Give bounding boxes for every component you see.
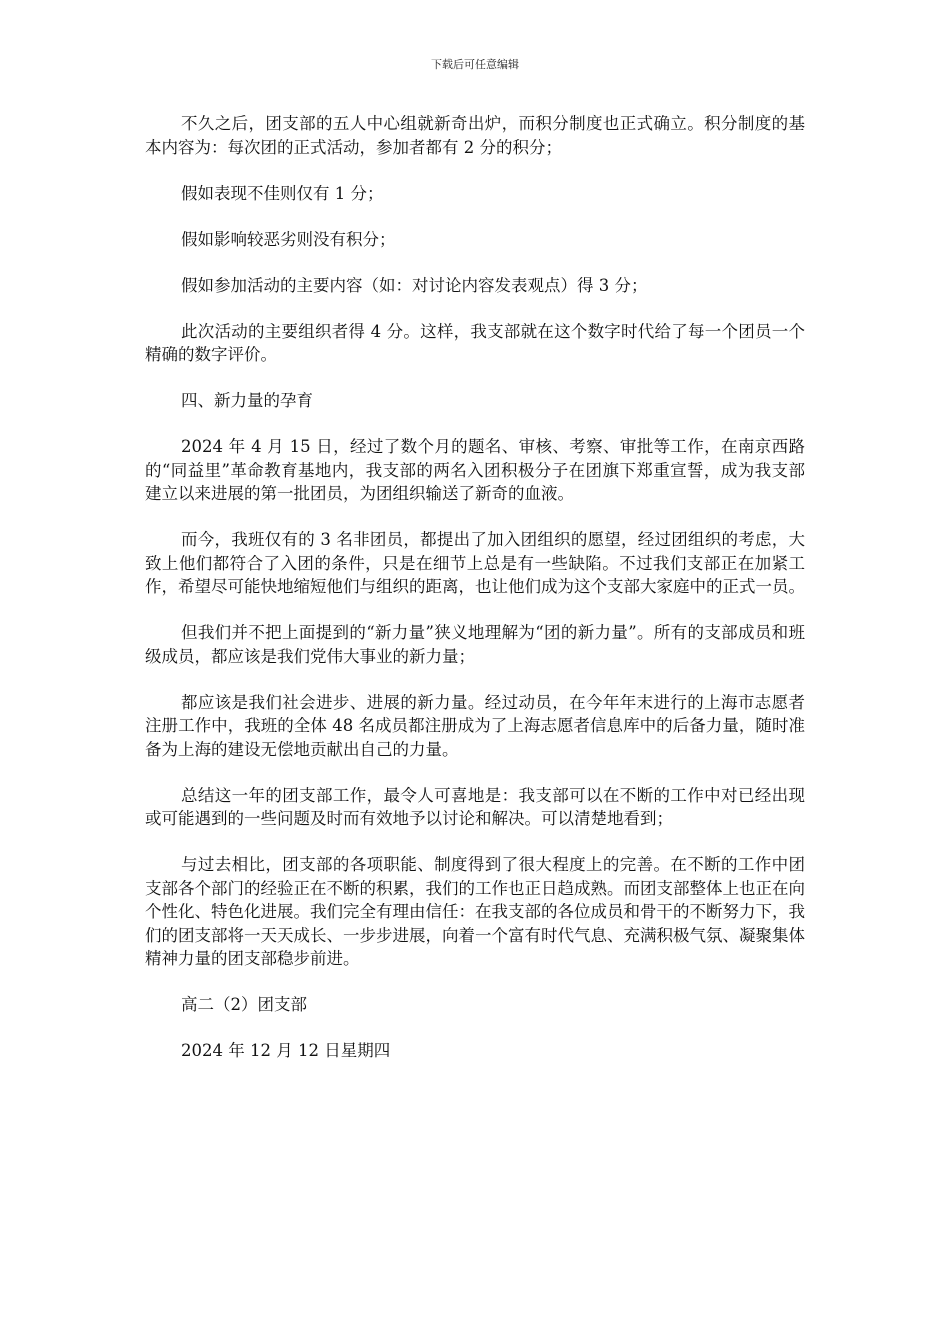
- paragraph: 而今，我班仅有的 3 名非团员，都提出了加入团组织的愿望，经过团组织的考虑，大致上他们都符合了入团的条件，只是在细节上总是有一些缺陷。不过我们支部正在加紧工作，希望尽可能快地缩短他们与组织的距离，也让他们成为这个支部大家庭中的正式一员。: [145, 530, 805, 596]
- paragraph: 总结这一年的团支部工作，最令人可喜地是：我支部可以在不断的工作中对已经出现或可能遇到的一些问题及时而有效地予以讨论和解决。可以清楚地看到；: [145, 785, 805, 828]
- paragraph: 都应该是我们社会进步、进展的新力量。经过动员，在今年年末进行的上海市志愿者注册工作中，我班的全体 48 名成员都注册成为了上海志愿者信息库中的后备力量，随时准备为上海的建设无偿地贡献出自己的力量。: [145, 692, 805, 759]
- paragraph: 不久之后，团支部的五人中心组就新奇出炉，而积分制度也正式确立。积分制度的基本内容为：每次团的正式活动，参加者都有 2 分的积分；: [145, 114, 805, 157]
- document-body: [145, 112, 805, 1085]
- paragraph: 与过去相比，团支部的各项职能、制度得到了很大程度上的完善。在不断的工作中团支部各个部门的经验正在不断的积累，我们的工作也正日趋成熟。而团支部整体上也正在向个性化、特色化进展。我们完全有理由信任：在我支部的各位成员和骨干的不断努力下，我们的团支部将一天天成长、一步步进展，向着一个富有时代气息、充满积极气氛、凝聚集体精神力量的团支部稳步前进。: [145, 855, 805, 968]
- paragraph: 假如影响较恶劣则没有积分；: [181, 229, 396, 249]
- page-header: 下载后可任意编辑: [431, 58, 519, 71]
- section-heading: 四、新力量的孕育: [181, 391, 313, 410]
- signature-organization: 高二（2）团支部: [181, 995, 307, 1014]
- paragraph: 假如表现不佳则仅有 1 分；: [181, 183, 384, 203]
- paragraph: 但我们并不把上面提到的“新力量”狭义地理解为“团的新力量”。所有的支部成员和班级成员，都应该是我们党伟大事业的新力量；: [145, 623, 805, 666]
- paragraph: 假如参加活动的主要内容（如：对讨论内容发表观点）得 3 分；: [181, 275, 648, 295]
- signature-date: 2024 年 12 月 12 日星期四: [181, 1041, 391, 1060]
- paragraph: 此次活动的主要组织者得 4 分。这样，我支部就在这个数字时代给了每一个团员一个精确的数字评价。: [145, 321, 805, 364]
- paragraph: 2024 年 4 月 15 日，经过了数个月的题名、审核、考察、审批等工作，在南京西路的“同益里”革命教育基地内，我支部的两名入团积极分子在团旗下郑重宣誓，成为我支部建立以来进展的第一批团员，为团组织输送了新奇的血液。: [145, 437, 805, 503]
